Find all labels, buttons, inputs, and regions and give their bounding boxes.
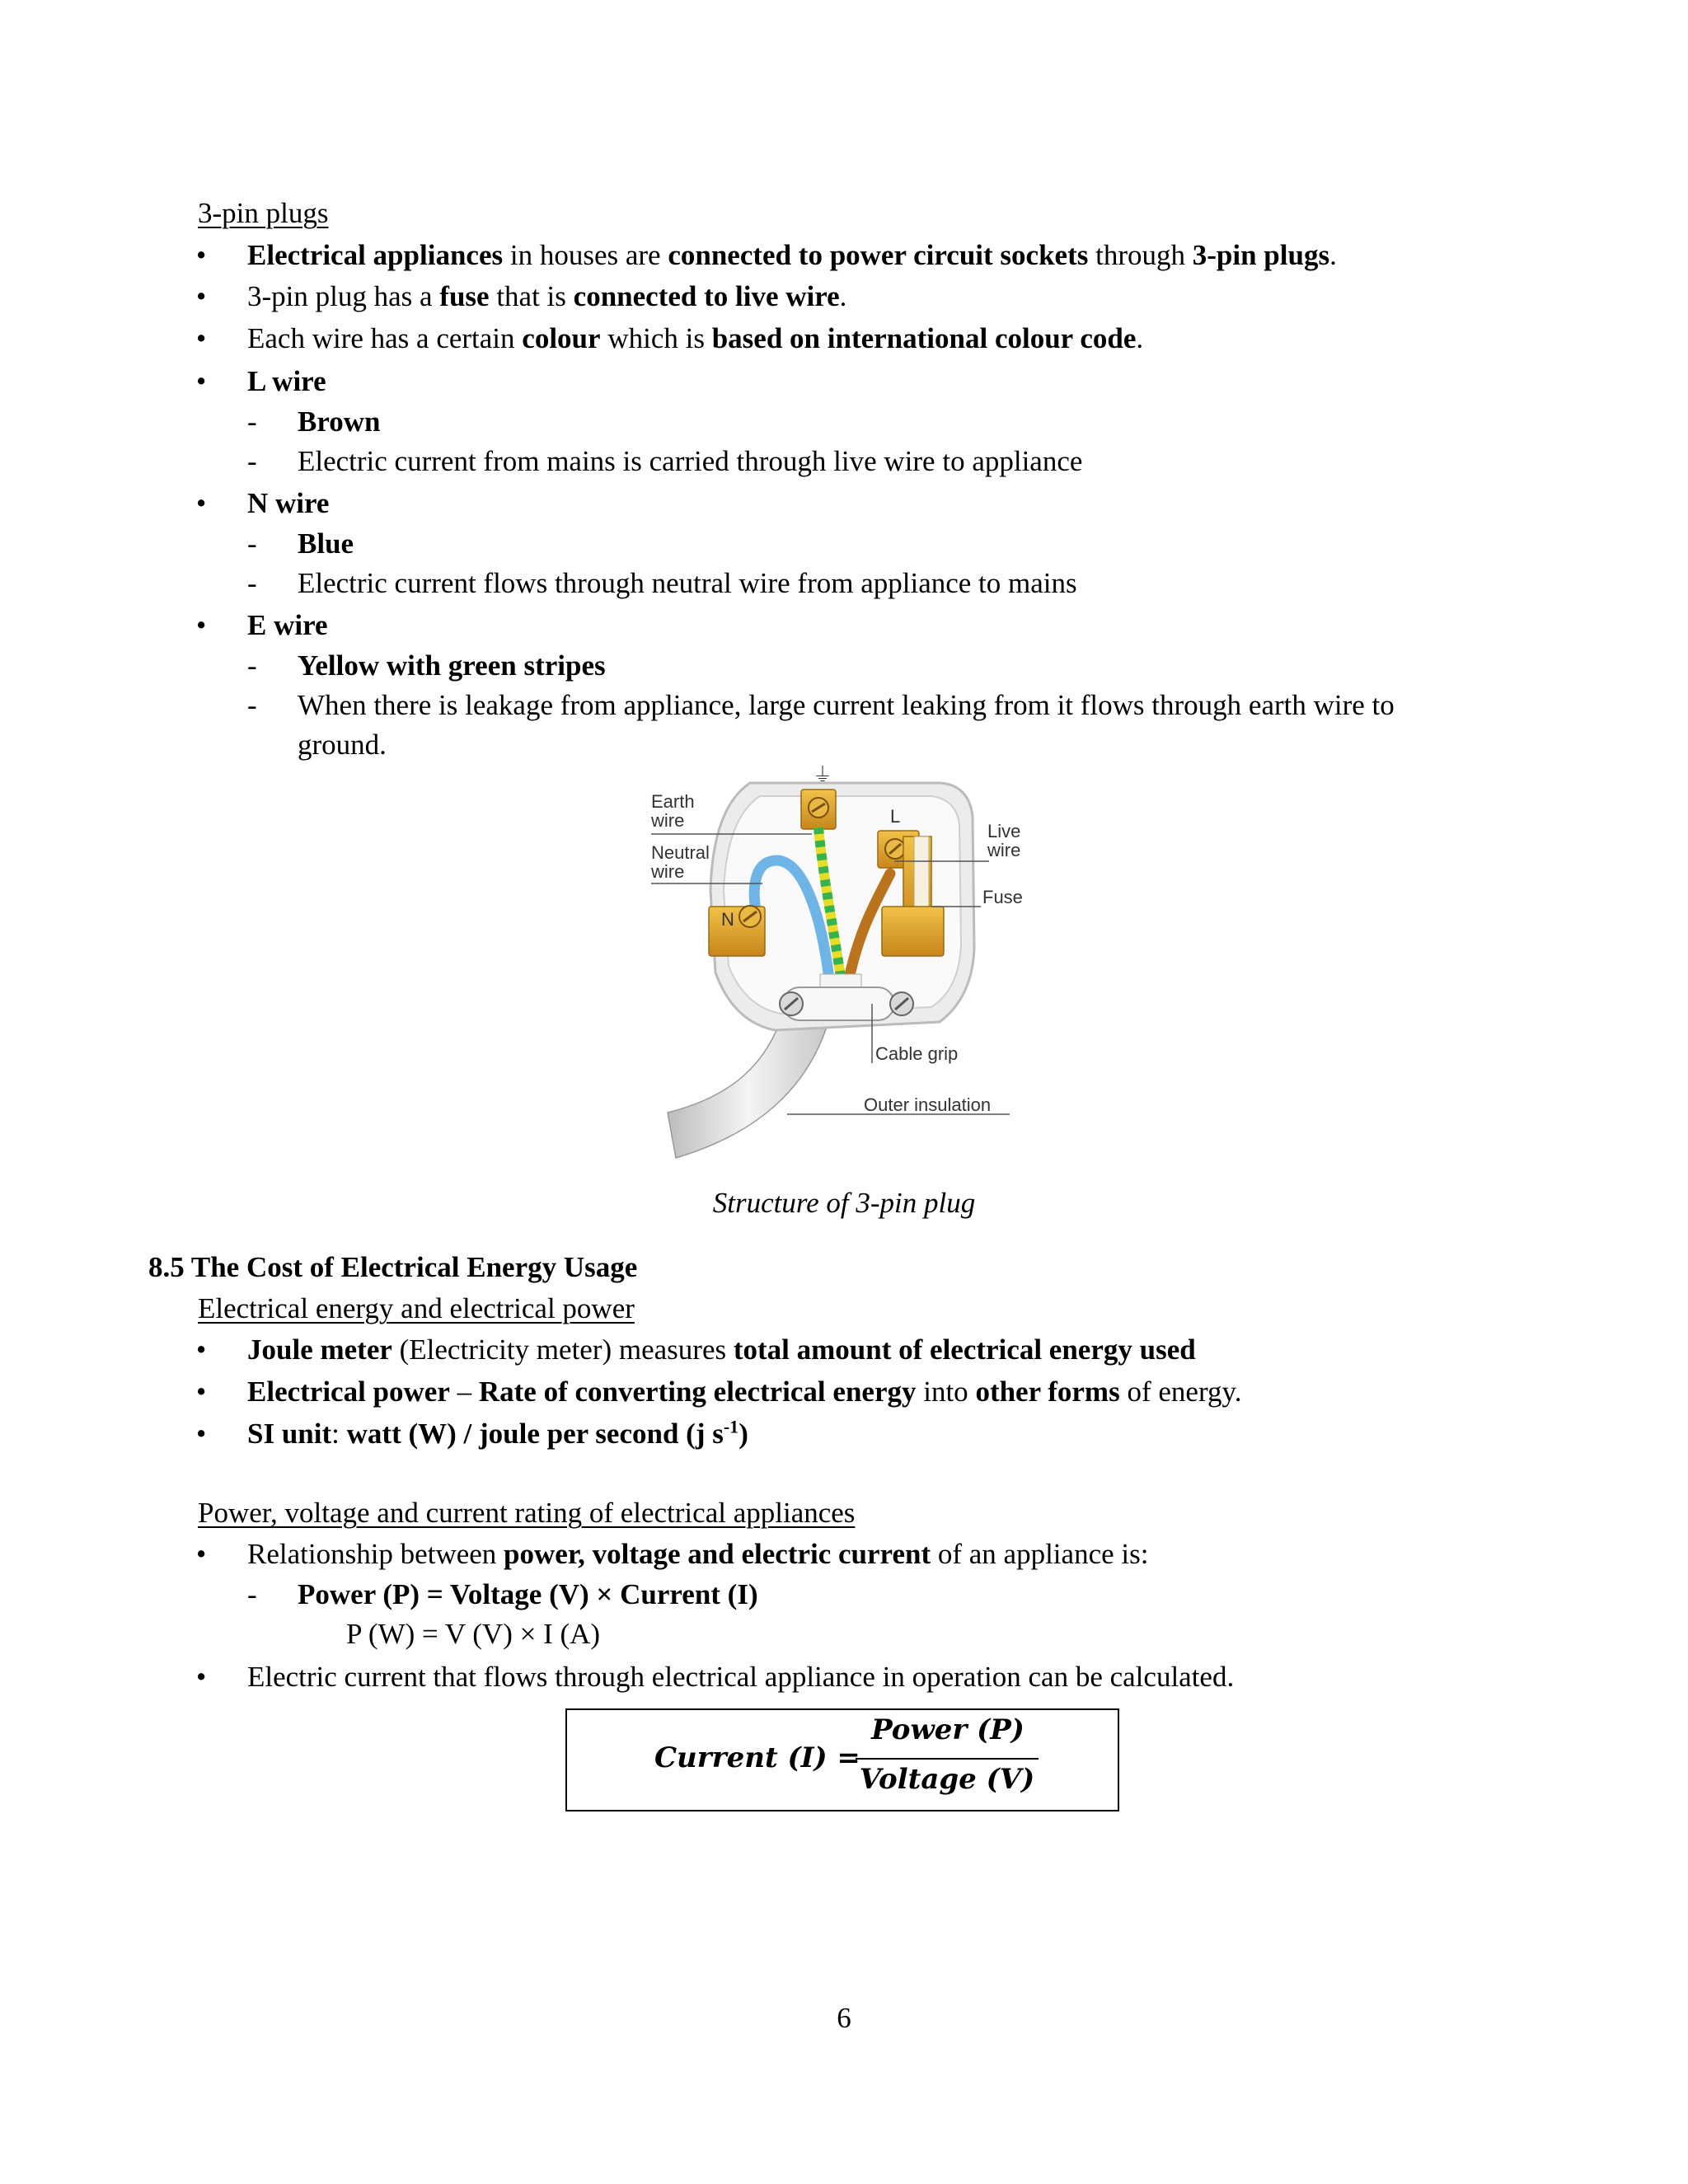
pin-l-label: L — [890, 806, 901, 827]
bullet-colour-code: Each wire has a certain colour which is based on international colour code. — [247, 322, 1144, 354]
bullet-marker: • — [196, 239, 207, 271]
fraction-bar — [856, 1758, 1039, 1760]
neutral-wire-label-line2: wire — [651, 861, 685, 882]
dash-marker: - — [247, 567, 257, 599]
dash-marker: - — [247, 405, 257, 438]
outer-insulation-label: Outer insulation — [864, 1094, 992, 1115]
bullet-appliances-sockets: Electrical appliances in houses are connected to power circuit sockets through 3-pin plugs. — [247, 239, 1337, 271]
n-wire-title: N wire — [247, 487, 330, 519]
bullet-marker: • — [196, 322, 207, 354]
formula-denominator: Voltage (V) — [859, 1763, 1035, 1796]
subheading-3pin-plugs: 3-pin plugs — [198, 197, 329, 229]
subheading-power-rating: Power, voltage and current rating of electrical appliances — [198, 1497, 856, 1529]
bullet-relationship: Relationship between power, voltage and electric current of an appliance is: — [247, 1538, 1149, 1570]
power-formula-units: P (W) = V (V) × I (A) — [346, 1618, 601, 1650]
section-heading: 8.5 The Cost of Electrical Energy Usage — [148, 1251, 638, 1283]
bullet-marker: • — [196, 1538, 207, 1570]
earth-wire-label-line2: wire — [651, 810, 685, 831]
page-number: 6 — [837, 2002, 851, 2034]
bullet-electrical-power: Electrical power – Rate of converting electrical energy into other forms of energy. — [247, 1376, 1242, 1408]
plug-diagram — [643, 758, 1055, 1170]
outer-cable — [668, 1014, 828, 1158]
e-wire-description-line2: ground. — [298, 729, 387, 761]
e-wire-description-line1: When there is leakage from appliance, large current leaking from it flows through earth wire to — [298, 689, 1395, 721]
bullet-marker: • — [196, 1418, 207, 1450]
bullet-fuse: 3-pin plug has a fuse that is connected to live wire. — [247, 280, 847, 312]
bullet-si-unit: SI unit: watt (W) / joule per second (j $s^{-1}$) — [247, 1416, 748, 1450]
bullet-marker: • — [196, 1333, 207, 1366]
bullet-marker: • — [196, 609, 207, 641]
live-wire-label-line1: Live — [987, 821, 1021, 841]
e-wire-colour: Yellow with green stripes — [298, 649, 606, 682]
bullet-marker: • — [196, 1376, 207, 1408]
dash-marker: - — [247, 649, 257, 682]
bullet-current-calculated: Electric current that flows through electrical appliance in operation can be calculated. — [247, 1661, 1235, 1693]
bullet-marker: • — [196, 487, 207, 519]
dash-marker: - — [247, 1578, 257, 1610]
dash-marker: - — [247, 527, 257, 560]
l-wire-title: L wire — [247, 365, 326, 397]
l-wire-colour: Brown — [298, 405, 381, 438]
bullet-marker: • — [196, 1661, 207, 1693]
dash-marker: - — [247, 445, 257, 477]
diagram-caption: Structure of 3-pin plug — [712, 1187, 976, 1219]
current-formula-box — [565, 1708, 1119, 1811]
live-pin — [882, 907, 944, 956]
l-wire-description: Electric current from mains is carried through live wire to appliance — [298, 445, 1083, 477]
n-wire-colour: Blue — [298, 527, 354, 560]
fuse-label: Fuse — [982, 887, 1023, 907]
neutral-wire-label-line1: Neutral — [651, 842, 710, 863]
cable-grip-label: Cable grip — [875, 1043, 959, 1064]
power-formula-words: Power (P) = Voltage (V) × Current (I) — [298, 1578, 758, 1610]
bullet-marker: • — [196, 280, 207, 312]
formula-lhs: Current (I) = — [654, 1741, 860, 1774]
bullet-marker: • — [196, 365, 207, 397]
n-wire-description: Electric current flows through neutral wire from appliance to mains — [298, 567, 1077, 599]
earth-symbol: ⏚ — [813, 764, 832, 786]
formula-numerator: Power (P) — [871, 1713, 1025, 1746]
live-wire-label-line2: wire — [987, 840, 1021, 860]
e-wire-title: E wire — [247, 609, 328, 641]
dash-marker: - — [247, 689, 257, 721]
pin-n-label: N — [721, 909, 734, 930]
subheading-energy-power: Electrical energy and electrical power — [198, 1292, 635, 1324]
earth-wire-label-line1: Earth — [651, 791, 695, 812]
bullet-joule-meter: Joule meter (Electricity meter) measures total amount of electrical energy used — [247, 1333, 1196, 1366]
